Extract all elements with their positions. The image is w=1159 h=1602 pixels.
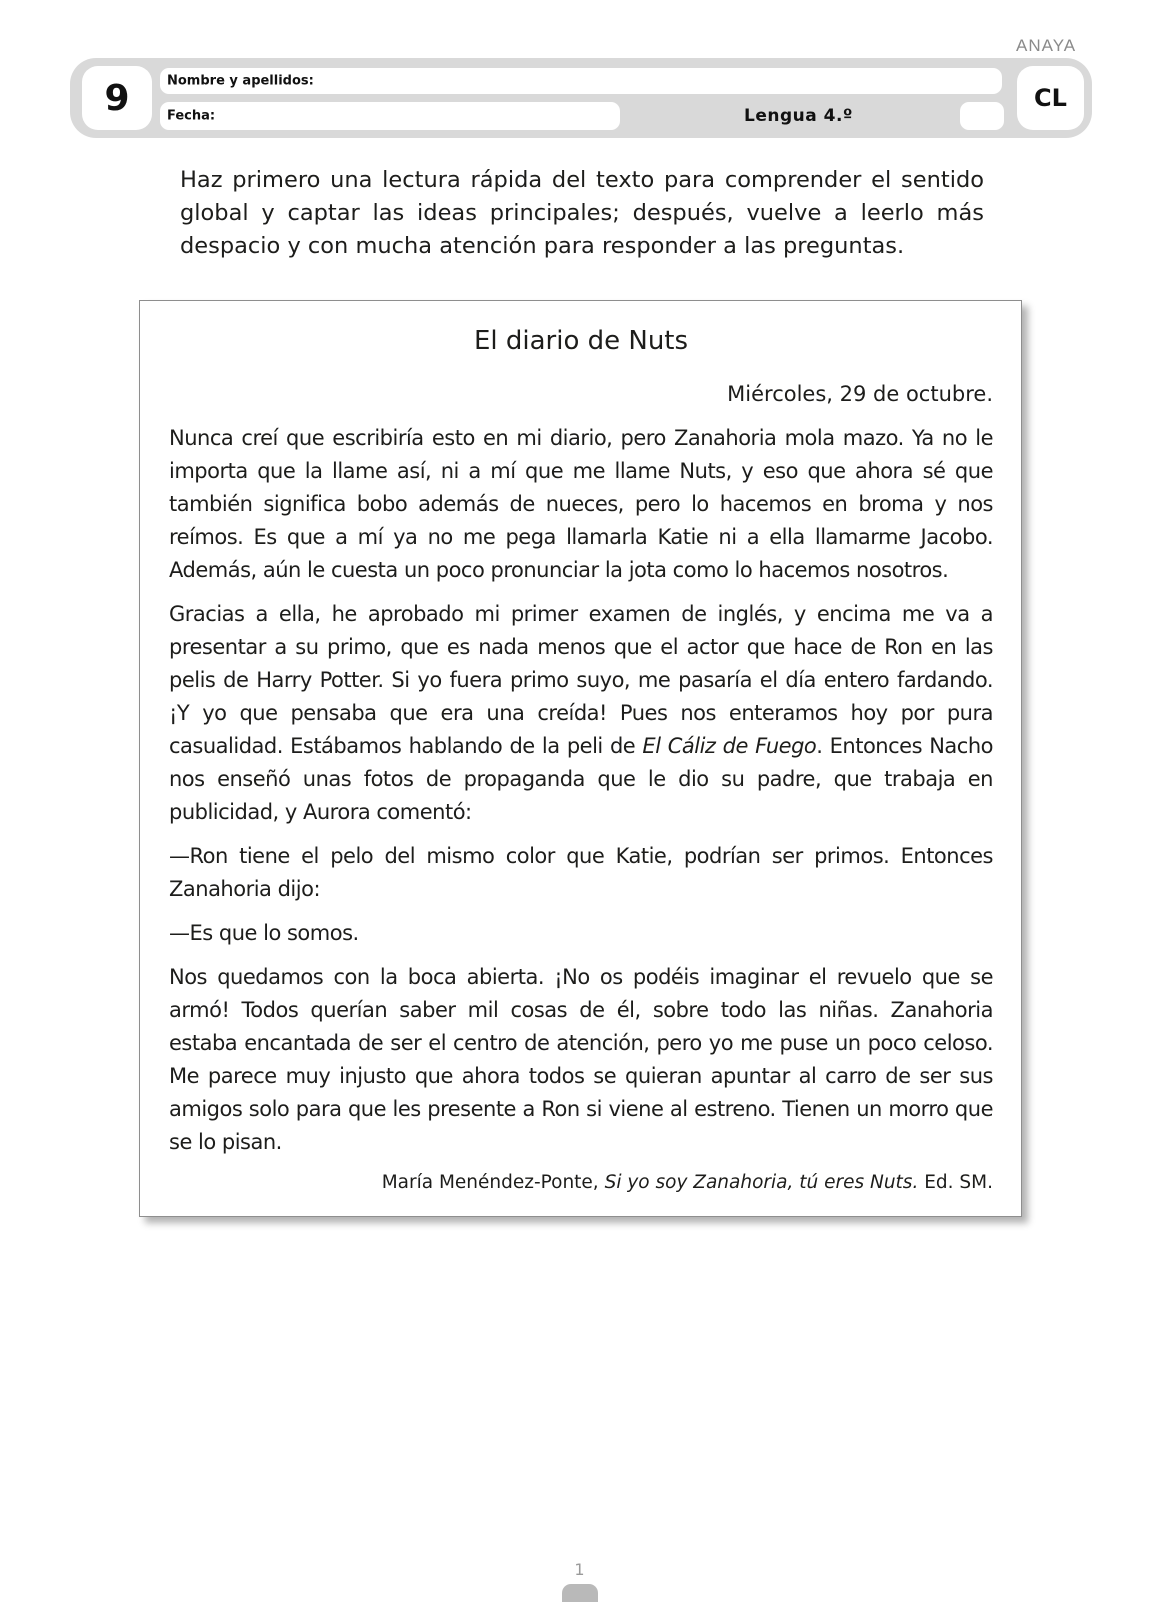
paragraph-2-start: Gracias a ella, he aprobado mi primer examen de inglés, y encima me va a presentar a su primo, que es nada menos que el actor que hace de Ron en las pelis de Harry Potter. Si yo fuera primo suyo, me pasaría el día entero fardando. ¡Y yo que pensaba que era una creída! Pues nos enteramos hoy por pura casualidad. Estábamos hablando de la peli de <box>169 602 993 758</box>
name-field[interactable] <box>160 68 1002 94</box>
publisher-logo: ANAYA <box>1016 36 1077 55</box>
source-citation <box>169 1169 993 1197</box>
paragraph-2-end: . Entonces Nacho nos enseñó unas fotos de propaganda que le dio su padre, que trabaja en publicidad, y Aurora comentó: <box>169 734 993 824</box>
source-book: Si yo soy Zanahoria, tú eres Nuts. <box>604 1172 919 1193</box>
source-publisher: Ed. SM. <box>918 1172 993 1193</box>
page-number: 1 <box>574 1560 585 1579</box>
source-author: María Menéndez-Ponte, <box>381 1172 605 1193</box>
reading-box <box>139 300 1022 1217</box>
paragraph-4: —Es que lo somos. <box>169 921 359 945</box>
date-field[interactable] <box>160 102 620 130</box>
paragraph-3: —Ron tiene el pelo del mismo color que Katie, podrían ser primos. Entonces Zanahoria dijo: <box>169 844 993 901</box>
section-code: CL <box>1017 66 1084 130</box>
page-tab <box>562 1584 598 1602</box>
unit-number: 9 <box>82 66 152 130</box>
course-field[interactable] <box>960 102 1004 130</box>
paragraph-1: Nunca creí que escribiría esto en mi diario, pero Zanahoria mola mazo. Ya no le importa que la llame así, ni a mí que me llame Nuts, y eso que ahora sé que también significa bobo además de nueces, pero lo hacemos en broma y nos reímos. Es que a mí ya no me pega llamarla Katie ni a ella llamarme Jacobo. Además, aún le cuesta un poco pronunciar la jota como lo hacemos nosotros. <box>169 426 993 582</box>
name-label: Nombre y apellidos: <box>167 73 314 89</box>
film-title: El Cáliz de Fuego <box>642 734 817 758</box>
diary-date: Miércoles, 29 de octubre. <box>727 382 993 406</box>
paragraph-5: Nos quedamos con la boca abierta. ¡No os podéis imaginar el revuelo que se armó! Todos querían saber mil cosas de él, sobre todo las niñas. Zanahoria estaba encantada de ser el centro de atención, pero yo me puse un poco celoso. Me parece muy injusto que ahora todos se quieran apuntar al carro de ser sus amigos solo para que les presente a Ron si viene al estreno. Tienen un morro que se lo pisan. <box>169 965 993 1154</box>
story-title: El diario de Nuts <box>473 326 689 356</box>
date-label: Fecha: <box>167 108 216 124</box>
subject-label: Lengua 4.º <box>744 106 854 126</box>
instructions: Haz primero una lectura rápida del texto para comprender el sentido global y captar las ideas principales; después, vuelve a leerlo más despacio y con mucha atención para responder a las preguntas. <box>180 167 984 259</box>
paragraph-2 <box>169 598 993 829</box>
